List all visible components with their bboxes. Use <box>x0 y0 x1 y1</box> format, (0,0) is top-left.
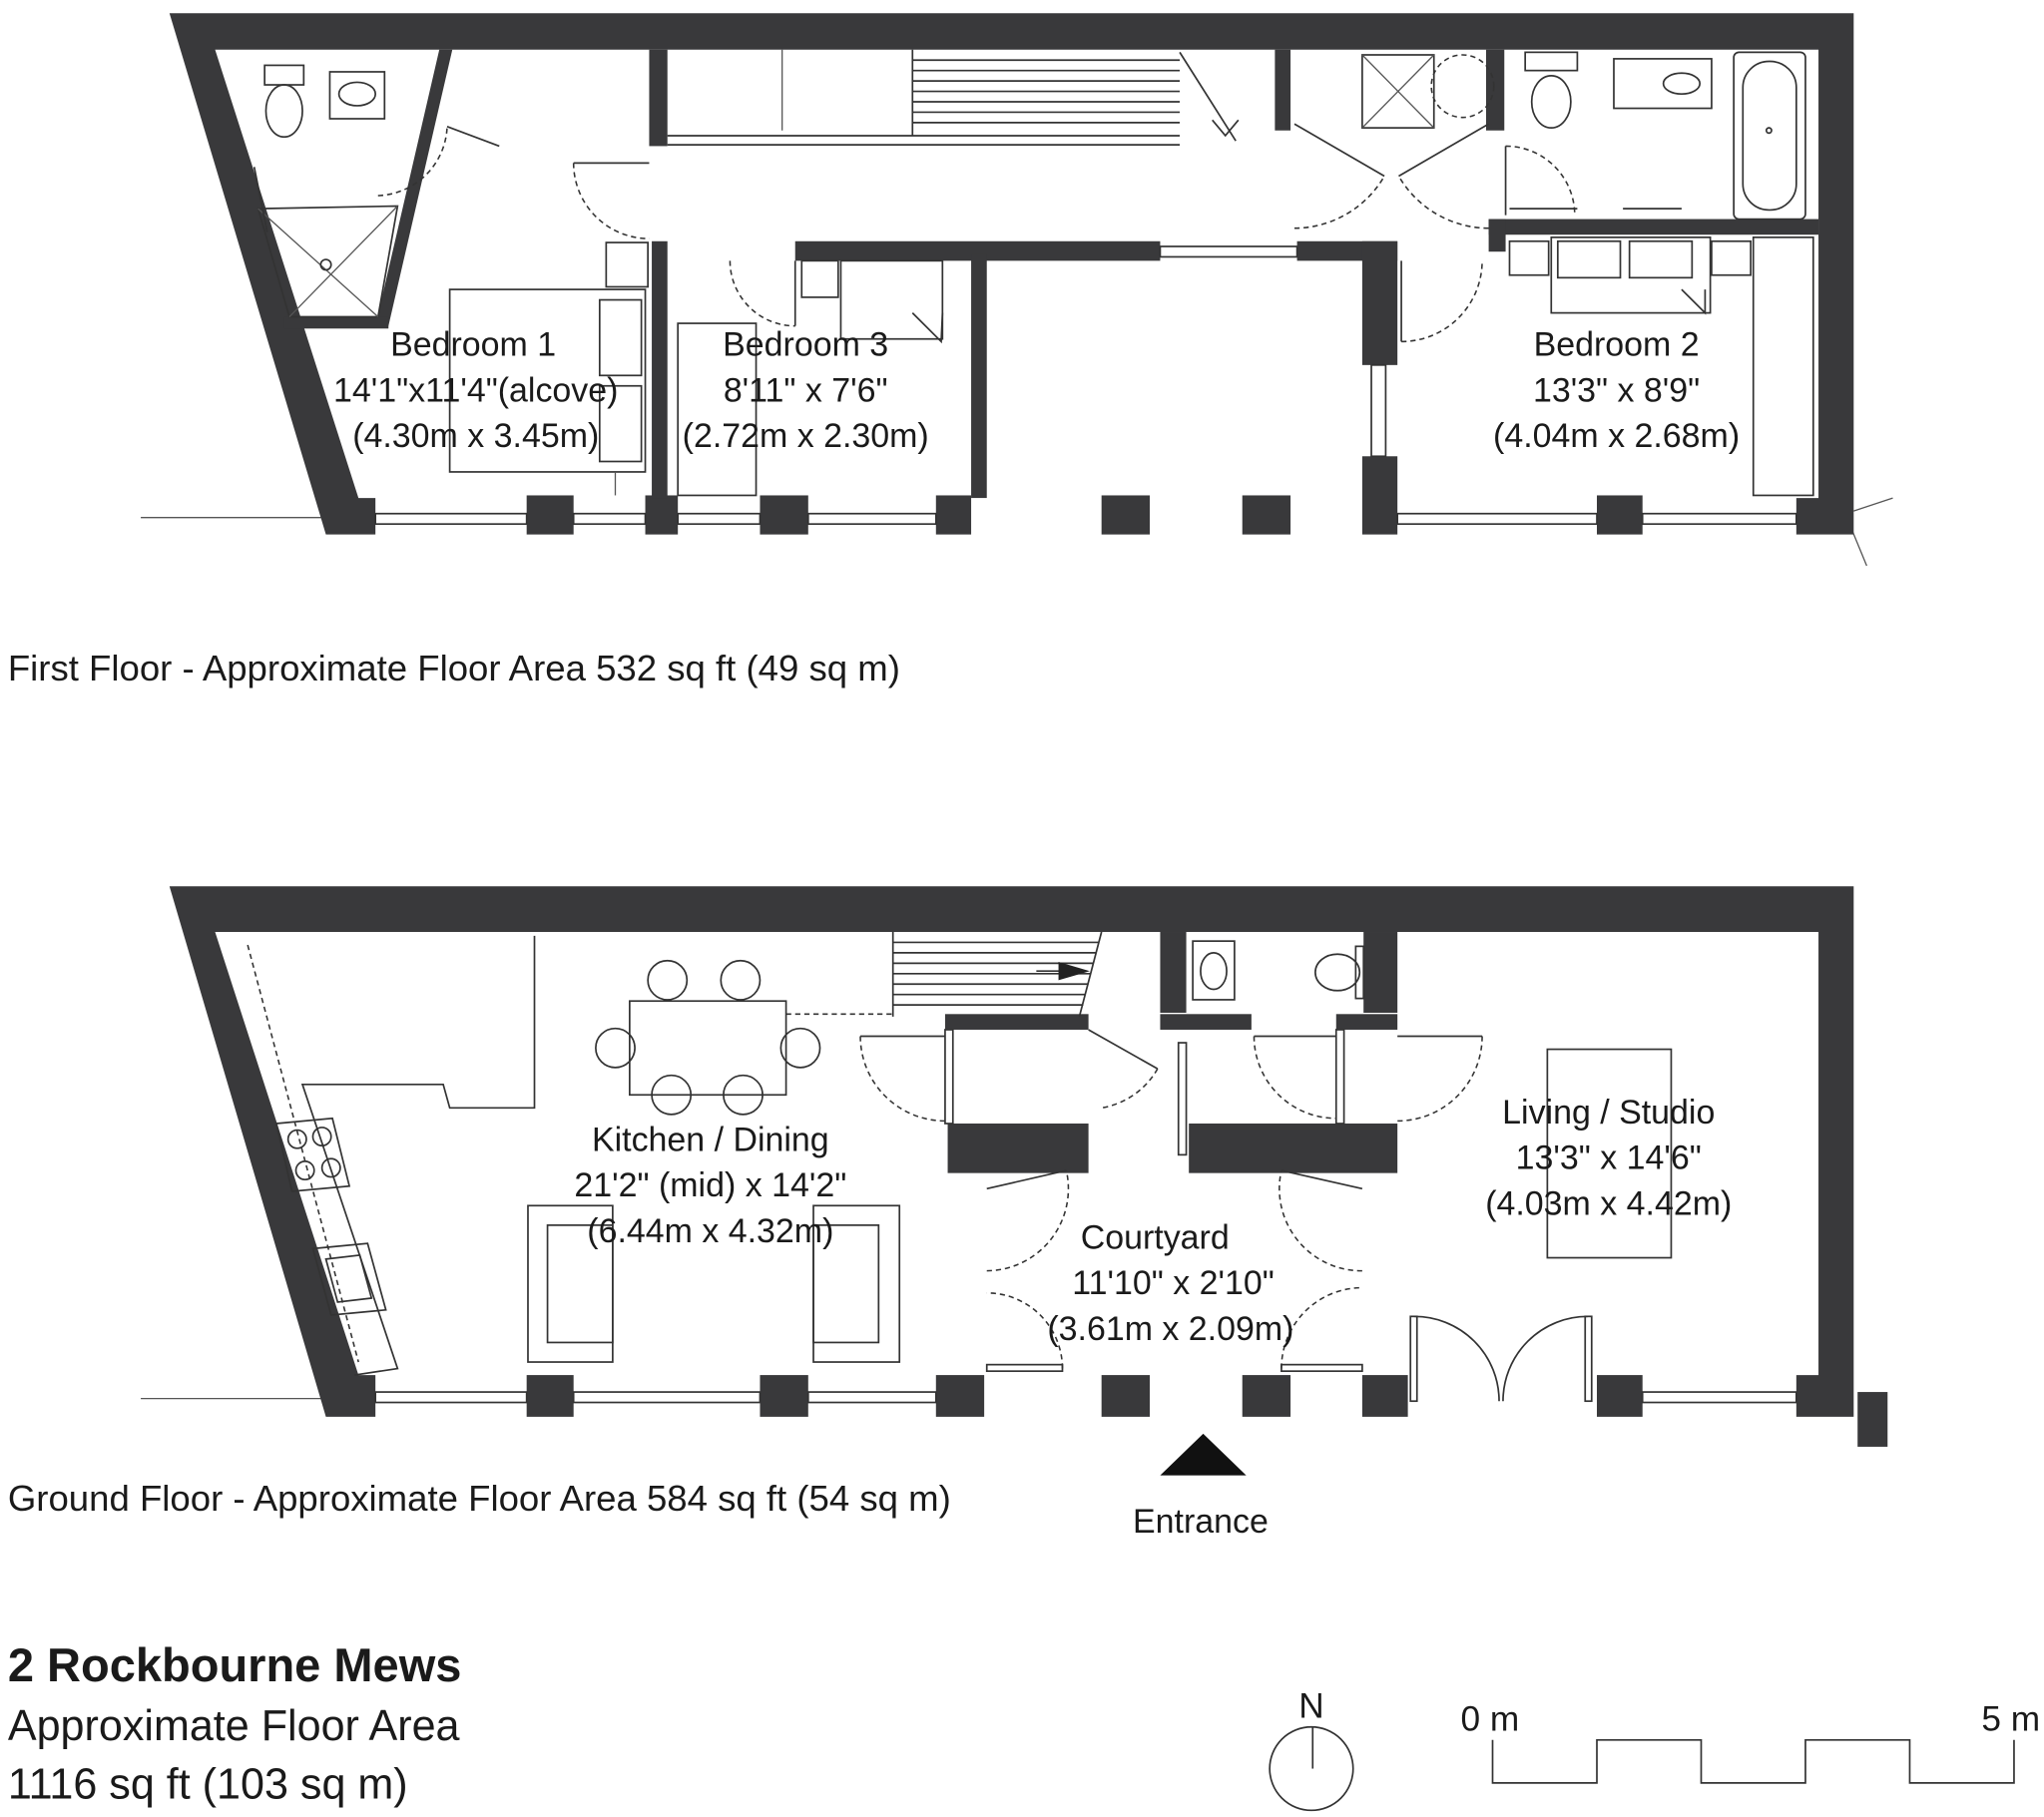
internal-wall <box>1486 50 1504 131</box>
window <box>1160 246 1296 256</box>
window <box>678 514 760 524</box>
door-leaf <box>1281 1365 1362 1372</box>
first-floor-caption: First Floor - Approximate Floor Area 532 sq ft (49 sq m) <box>7 647 900 688</box>
window <box>574 1392 761 1402</box>
ground-floor-room-labels <box>574 1094 1732 1348</box>
door-swing <box>1397 1037 1482 1122</box>
dining-table-icon <box>596 961 820 1115</box>
bedside-table <box>1509 241 1548 275</box>
bath-drain <box>1767 128 1772 133</box>
scale-start-label: 0 m <box>1460 1699 1520 1739</box>
internal-wall <box>652 241 668 498</box>
window <box>808 1392 936 1402</box>
internal-wall <box>945 1014 1089 1030</box>
first-floor-room-labels <box>333 326 1740 455</box>
kitchen-counter <box>302 936 534 1375</box>
door-leaf <box>1281 1170 1362 1188</box>
toilet-icon <box>1315 954 1359 991</box>
room-name: Bedroom 3 <box>723 325 889 364</box>
shower-area <box>1431 55 1494 118</box>
stair-arrow-icon <box>1059 962 1090 980</box>
window <box>1371 365 1385 456</box>
window <box>375 514 527 524</box>
boundary-line-right <box>1853 498 1892 511</box>
first-floor-plan <box>8 13 1893 688</box>
bedside-table <box>801 260 838 297</box>
wall-pillar <box>1243 1375 1290 1417</box>
internal-wall <box>971 254 987 498</box>
wall-pillar <box>1102 495 1150 534</box>
total-area-value: 1116 sq ft (103 sq m) <box>7 1760 408 1809</box>
shower-drain <box>320 259 330 269</box>
bedside-table <box>606 242 648 286</box>
wall-pillar <box>1597 495 1643 534</box>
internal-wall <box>1189 1124 1397 1173</box>
door-swing <box>860 1037 945 1122</box>
door-swing <box>1401 260 1482 341</box>
basin-icon <box>1193 941 1235 1000</box>
chair <box>648 961 687 1000</box>
pillow <box>600 300 642 376</box>
bed-icon <box>1551 237 1710 313</box>
door-leaf <box>1294 124 1384 176</box>
room-dimensions-imperial: 21'2" (mid) x 14'2" <box>574 1166 847 1205</box>
door-swing <box>730 260 794 325</box>
door-leaf <box>1089 1030 1158 1069</box>
room-dimensions-imperial: 14'1"x11'4"(alcove) <box>333 371 619 410</box>
compass-icon <box>1270 1727 1353 1811</box>
toilet-cistern <box>1525 52 1577 70</box>
wall-pillar <box>1243 495 1290 534</box>
bedside-table <box>1712 241 1751 275</box>
wall-pillar <box>1597 1375 1643 1417</box>
title-block <box>8 1638 462 1809</box>
room-name: Living / Studio <box>1502 1094 1716 1133</box>
entrance-arrow-icon <box>1160 1434 1246 1476</box>
wall-pillar <box>936 495 971 534</box>
door-swing <box>574 163 650 238</box>
internal-wall <box>1160 1014 1251 1030</box>
boundary-wall-block <box>1857 1392 1887 1447</box>
internal-wall <box>1489 220 1506 252</box>
door-leaf <box>447 127 499 147</box>
window <box>375 1392 527 1402</box>
wall-pillar <box>1362 456 1397 534</box>
ground-floor-plan <box>8 886 1887 1541</box>
sink-bowl <box>326 1255 372 1302</box>
door-swing <box>1254 1037 1335 1119</box>
scale-end-label: 5 m <box>1981 1699 2041 1739</box>
wall-pillar <box>760 495 807 534</box>
internal-wall <box>1160 932 1186 1013</box>
window <box>1643 1392 1796 1402</box>
window <box>574 514 646 524</box>
room-dimensions-imperial: 13'3" x 8'9" <box>1532 371 1701 410</box>
door-frame <box>945 1030 953 1124</box>
stair-arrow-icon <box>1213 120 1239 136</box>
internal-wall <box>1489 220 1818 235</box>
ground-floor-stairs <box>786 932 1102 1017</box>
ground-floor-caption: Ground Floor - Approximate Floor Area 584 sq ft (54 sq m) <box>7 1477 951 1519</box>
door-swing <box>1414 1316 1499 1401</box>
dining-table <box>630 1001 786 1095</box>
basin-icon <box>329 72 384 119</box>
wardrobe-icon <box>1754 237 1813 496</box>
basin-bowl <box>1664 73 1701 94</box>
french-door-leaf <box>1585 1316 1592 1401</box>
basin-bowl <box>339 82 376 106</box>
wall-pillar <box>527 1375 574 1417</box>
internal-wall <box>948 1124 1089 1173</box>
french-door-leaf <box>1410 1316 1417 1401</box>
door-frame <box>1336 1030 1344 1124</box>
room-dimensions-imperial: 13'3" x 14'6" <box>1515 1138 1702 1177</box>
room-dimensions-metric: (2.72m x 2.30m) <box>682 417 929 456</box>
door-swing <box>1503 1316 1588 1401</box>
door-swing <box>1102 1069 1158 1108</box>
wall-pillar <box>760 1375 807 1417</box>
internal-wall <box>1362 241 1397 365</box>
ensuite-partition <box>284 317 388 329</box>
compass <box>1270 1687 1353 1811</box>
window <box>1397 514 1597 524</box>
internal-wall <box>1363 932 1397 1013</box>
room-dimensions-metric: (3.61m x 2.09m) <box>1047 1309 1294 1348</box>
window <box>808 514 936 524</box>
bed-fold <box>1682 289 1706 313</box>
room-name: Courtyard <box>1080 1218 1230 1257</box>
room-name: Bedroom 2 <box>1533 325 1700 364</box>
pillow <box>1558 241 1621 278</box>
door-leaf <box>987 1365 1063 1372</box>
room-dimensions-imperial: 8'11" x 7'6" <box>723 371 888 410</box>
window <box>1643 514 1796 524</box>
door-leaf <box>987 1170 1067 1188</box>
wall-pillar <box>1362 1375 1408 1417</box>
north-label: N <box>1298 1686 1324 1726</box>
room-name: Bedroom 1 <box>390 325 557 364</box>
internal-wall <box>649 50 667 147</box>
door-swing <box>1398 176 1488 227</box>
wall-pillar <box>646 495 679 534</box>
room-name: Kitchen / Dining <box>591 1121 829 1159</box>
stair-break-line <box>1180 52 1236 141</box>
door-swing <box>1294 176 1384 227</box>
property-name: 2 Rockbourne Mews <box>7 1638 462 1692</box>
room-dimensions-imperial: 11'10" x 2'10" <box>1072 1264 1275 1303</box>
door-swing <box>1506 146 1575 215</box>
room-dimensions-metric: (4.03m x 4.42m) <box>1485 1184 1733 1223</box>
basin-bowl <box>1201 953 1227 990</box>
ensuite-partition <box>375 50 452 326</box>
hob-ring <box>295 1161 313 1179</box>
wall-pillar <box>936 1375 984 1417</box>
bed-fold <box>912 313 942 342</box>
total-area-label: Approximate Floor Area <box>7 1701 460 1750</box>
wall-pillar <box>527 495 574 534</box>
scale-bar <box>1461 1700 2041 1783</box>
room-dimensions-metric: (4.30m x 3.45m) <box>352 417 600 456</box>
wall-pillar <box>1102 1375 1150 1417</box>
toilet-cistern <box>264 65 303 85</box>
room-dimensions-metric: (4.04m x 2.68m) <box>1493 417 1741 456</box>
door-frame <box>1179 1043 1187 1154</box>
first-floor-stairs <box>668 50 1239 145</box>
bath-inner <box>1743 62 1796 211</box>
ground-floor-windows <box>375 1392 1796 1402</box>
door-leaf <box>1398 124 1488 176</box>
entrance-label: Entrance <box>1133 1503 1269 1542</box>
internal-wall <box>1336 1014 1397 1030</box>
toilet-icon <box>265 85 302 137</box>
chair <box>721 961 760 1000</box>
room-dimensions-metric: (6.44m x 4.32m) <box>587 1211 834 1250</box>
internal-wall <box>1275 50 1290 131</box>
scale-bar-line <box>1493 1740 2014 1783</box>
toilet-icon <box>1532 76 1571 128</box>
pillow <box>1630 241 1693 278</box>
